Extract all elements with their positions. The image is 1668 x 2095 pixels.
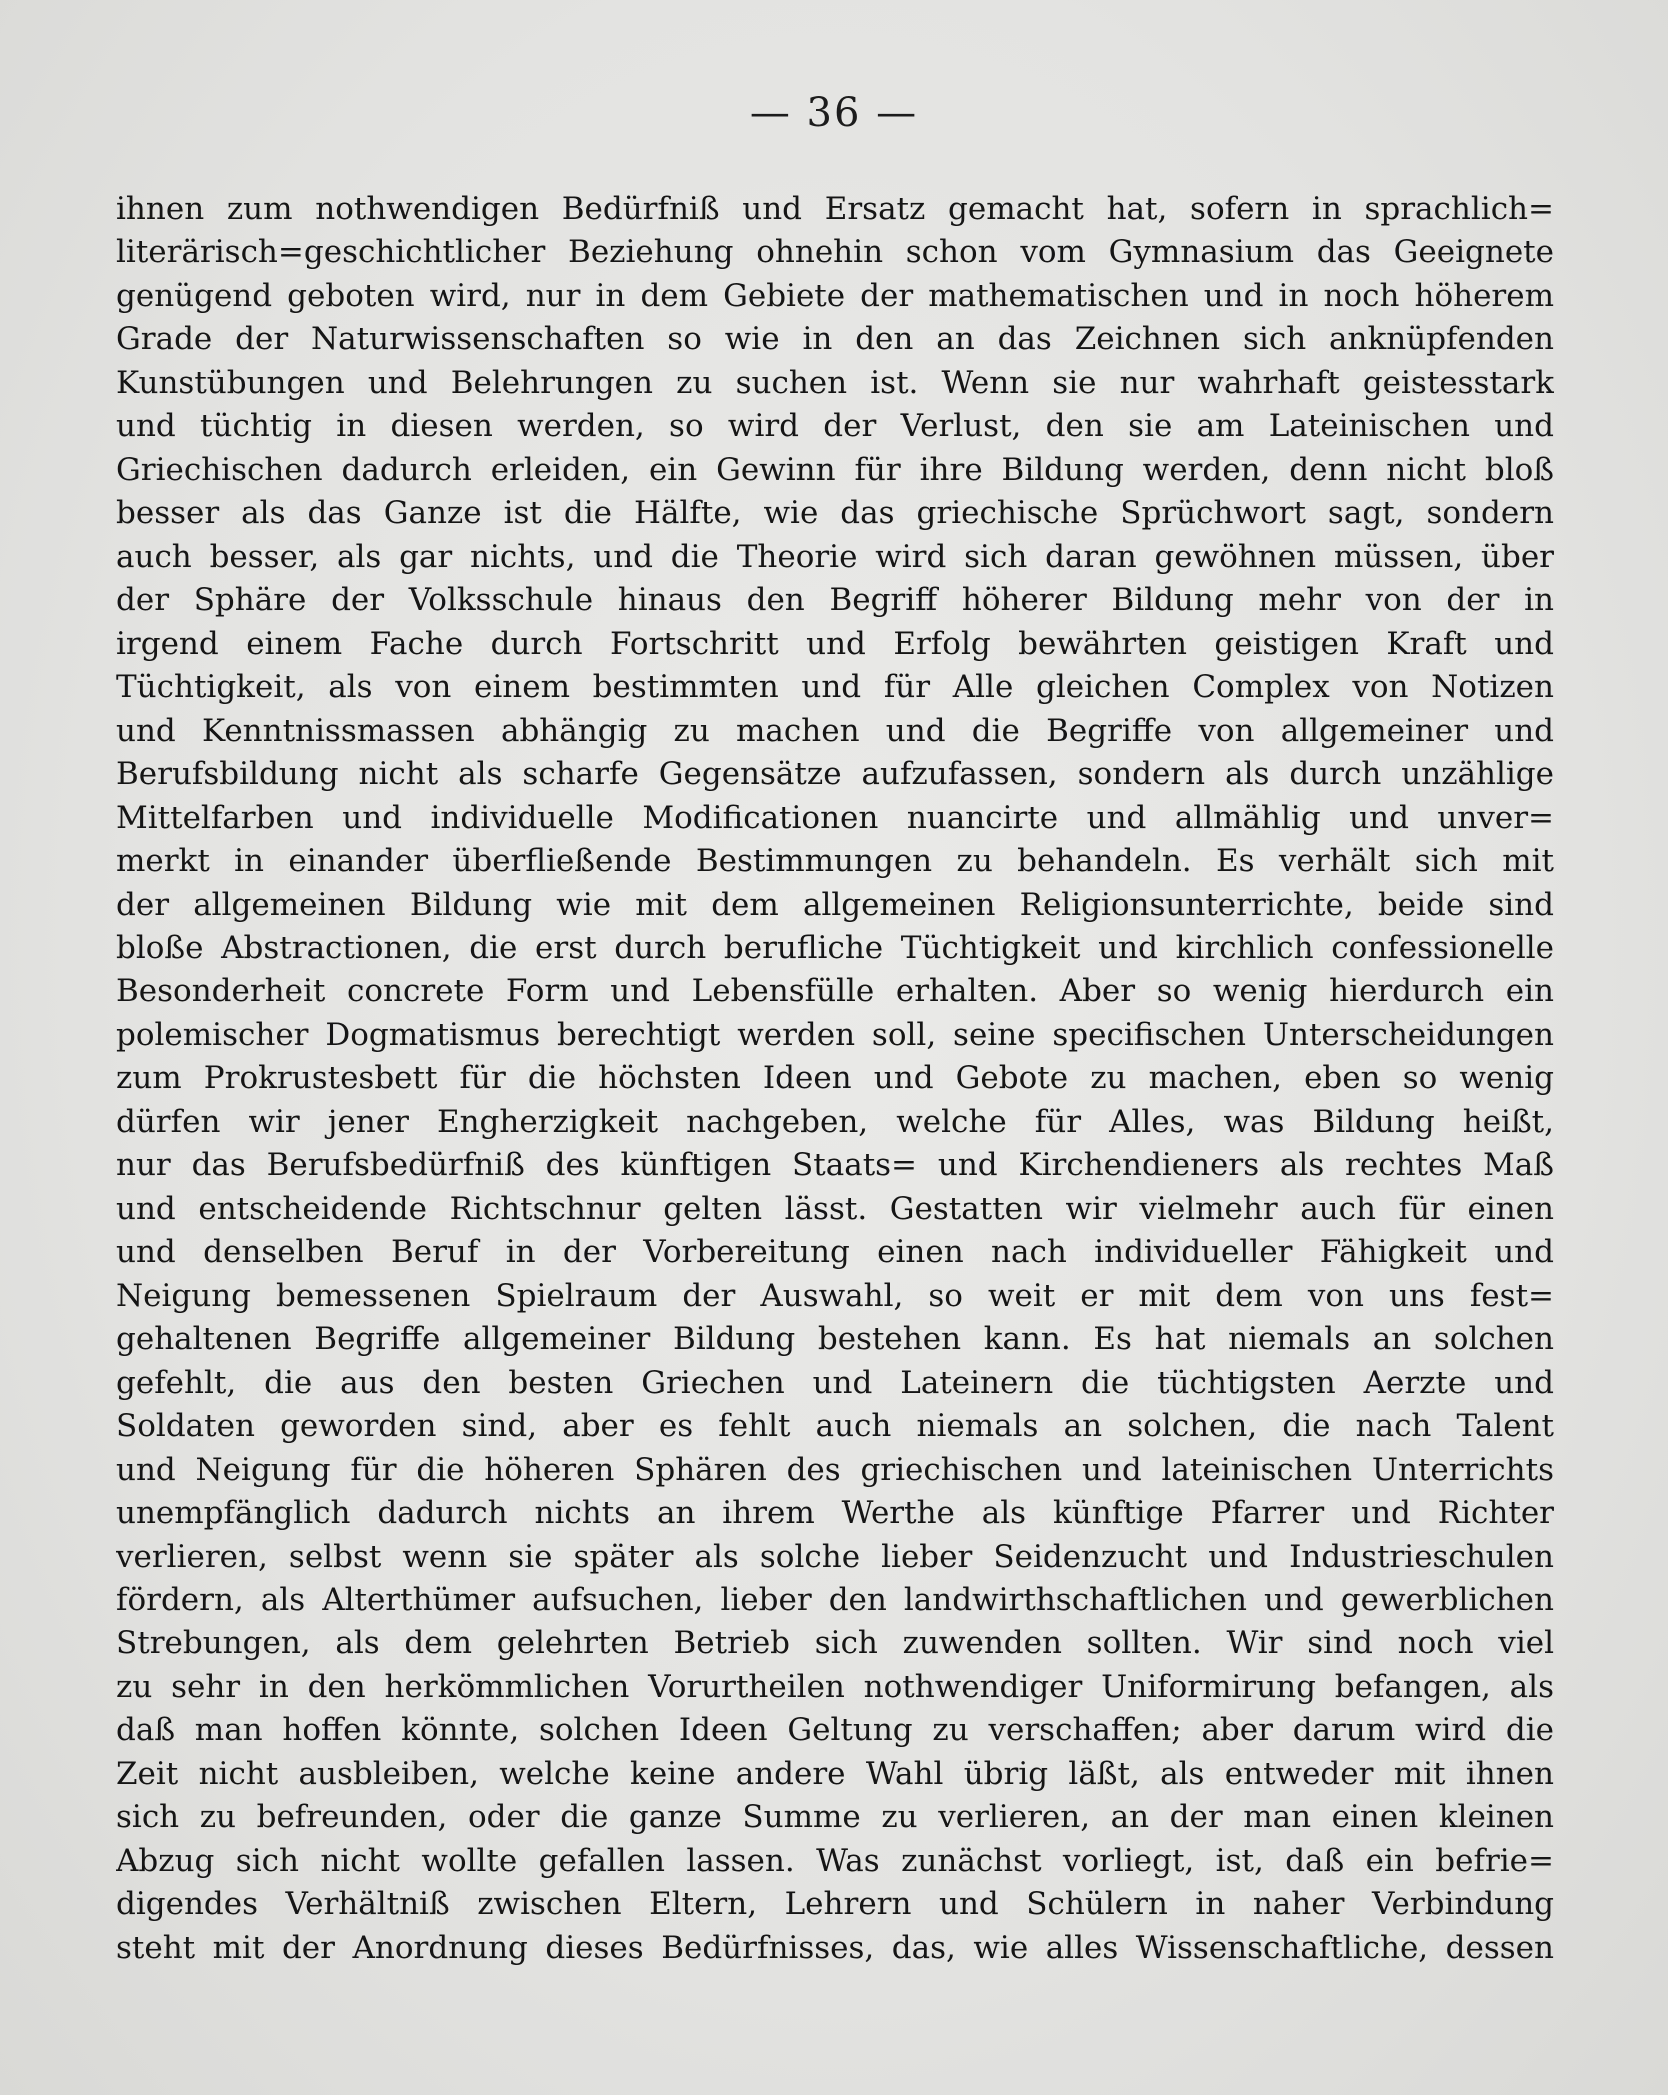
text-line: bloße Abstractionen, die erst durch berufliche Tüchtigkeit und kirchlich confessionelle (116, 929, 1554, 966)
text-line: und entscheidende Richtschnur gelten lässt. Gestatten wir vielmehr auch für einen (116, 1190, 1554, 1227)
body-text (116, 188, 1554, 1970)
text-line: der Sphäre der Volksschule hinaus den Begriff höherer Bildung mehr von der in (116, 582, 1554, 619)
text-line: genügend geboten wird, nur in dem Gebiete der mathematischen und in noch höherem (116, 277, 1554, 314)
text-line: Abzug sich nicht wollte gefallen lassen. Was zunächst vorliegt, ist, daß ein befrie= (116, 1842, 1554, 1879)
text-line: merkt in einander überfließende Bestimmungen zu behandeln. Es verhält sich mit (116, 843, 1554, 880)
text-line: Kunstübungen und Belehrungen zu suchen ist. Wenn sie nur wahrhaft geistesstark (116, 364, 1554, 401)
text-line: auch besser, als gar nichts, und die Theorie wird sich daran gewöhnen müssen, über (116, 538, 1554, 575)
text-line: ihnen zum nothwendigen Bedürfniß und Ersatz gemacht hat, sofern in sprachlich= (116, 191, 1554, 227)
text-line: unempfänglich dadurch nichts an ihrem Werthe als künftige Pfarrer und Richter (116, 1495, 1554, 1532)
text-line: Grade der Naturwissenschaften so wie in den an das Zeichnen sich anknüpfenden (116, 321, 1554, 358)
text-line: zu sehr in den herkömmlichen Vorurtheilen nothwendiger Uniformirung befangen, als (116, 1668, 1554, 1705)
text-line: nur das Berufsbedürfniß des künftigen Staats= und Kirchendieners als rechtes Maß (116, 1147, 1554, 1184)
text-line: verlieren, selbst wenn sie später als solche lieber Seidenzucht und Industrieschulen (116, 1538, 1554, 1575)
text-line: irgend einem Fache durch Fortschritt und Erfolg bewährten geistigen Kraft und (116, 625, 1554, 662)
text-line: Zeit nicht ausbleiben, welche keine andere Wahl übrig läßt, als entweder mit ihnen (116, 1755, 1554, 1792)
text-line: dürfen wir jener Engherzigkeit nachgeben, welche für Alles, was Bildung heißt, (116, 1103, 1554, 1140)
text-line: fördern, als Alterthümer aufsuchen, lieber den landwirthschaftlichen und gewerblichen (116, 1582, 1554, 1618)
text-line: Berufsbildung nicht als scharfe Gegensätze aufzufassen, sondern als durch unzählige (116, 756, 1554, 793)
text-line: besser als das Ganze ist die Hälfte, wie das griechische Sprüchwort sagt, sondern (116, 495, 1554, 532)
text-line: der allgemeinen Bildung wie mit dem allgemeinen Religionsunterrichte, beide sind (116, 886, 1554, 923)
text-line: und Neigung für die höheren Sphären des griechischen und lateinischen Unterrichts (116, 1451, 1554, 1488)
text-line: zum Prokrustesbett für die höchsten Ideen und Gebote zu machen, eben so wenig (116, 1060, 1554, 1097)
text-line: und Kenntnissmassen abhängig zu machen und die Begriffe von allgemeiner und (116, 712, 1554, 749)
text-line: polemischer Dogmatismus berechtigt werden soll, seine specifischen Unterscheidungen (116, 1016, 1554, 1053)
page-number: — 36 — (749, 90, 919, 136)
text-line: Tüchtigkeit, als von einem bestimmten und für Alle gleichen Complex von Notizen (116, 669, 1554, 706)
text-line: gehaltenen Begriffe allgemeiner Bildung bestehen kann. Es hat niemals an solchen (116, 1321, 1554, 1358)
text-line: digendes Verhältniß zwischen Eltern, Lehrern und Schülern in naher Verbindung (116, 1886, 1554, 1923)
text-line: Besonderheit concrete Form und Lebensfülle erhalten. Aber so wenig hierdurch ein (116, 973, 1554, 1010)
text-line: sich zu befreunden, oder die ganze Summe zu verlieren, an der man einen kleinen (116, 1799, 1554, 1836)
text-line: daß man hoffen könnte, solchen Ideen Geltung zu verschaffen; aber darum wird die (116, 1712, 1554, 1749)
text-line: und tüchtig in diesen werden, so wird der Verlust, den sie am Lateinischen und (116, 408, 1554, 445)
text-line: literärisch=geschichtlicher Beziehung ohnehin schon vom Gymnasium das Geeignete (116, 234, 1554, 271)
text-line: Strebungen, als dem gelehrten Betrieb sich zuwenden sollten. Wir sind noch viel (116, 1625, 1554, 1662)
text-line: und denselben Beruf in der Vorbereitung einen nach individueller Fähigkeit und (116, 1234, 1554, 1271)
text-line: Mittelfarben und individuelle Modificationen nuancirte und allmählig und unver= (116, 799, 1554, 836)
text-line: steht mit der Anordnung dieses Bedürfnisses, das, wie alles Wissenschaftliche, dessen (116, 1929, 1554, 1966)
text-line: Soldaten geworden sind, aber es fehlt auch niemals an solchen, die nach Talent (116, 1408, 1554, 1445)
text-line: gefehlt, die aus den besten Griechen und Lateinern die tüchtigsten Aerzte und (116, 1364, 1554, 1401)
text-line: Griechischen dadurch erleiden, ein Gewinn für ihre Bildung werden, denn nicht bloß (116, 451, 1554, 488)
text-line: Neigung bemessenen Spielraum der Auswahl, so weit er mit dem von uns fest= (116, 1277, 1554, 1314)
